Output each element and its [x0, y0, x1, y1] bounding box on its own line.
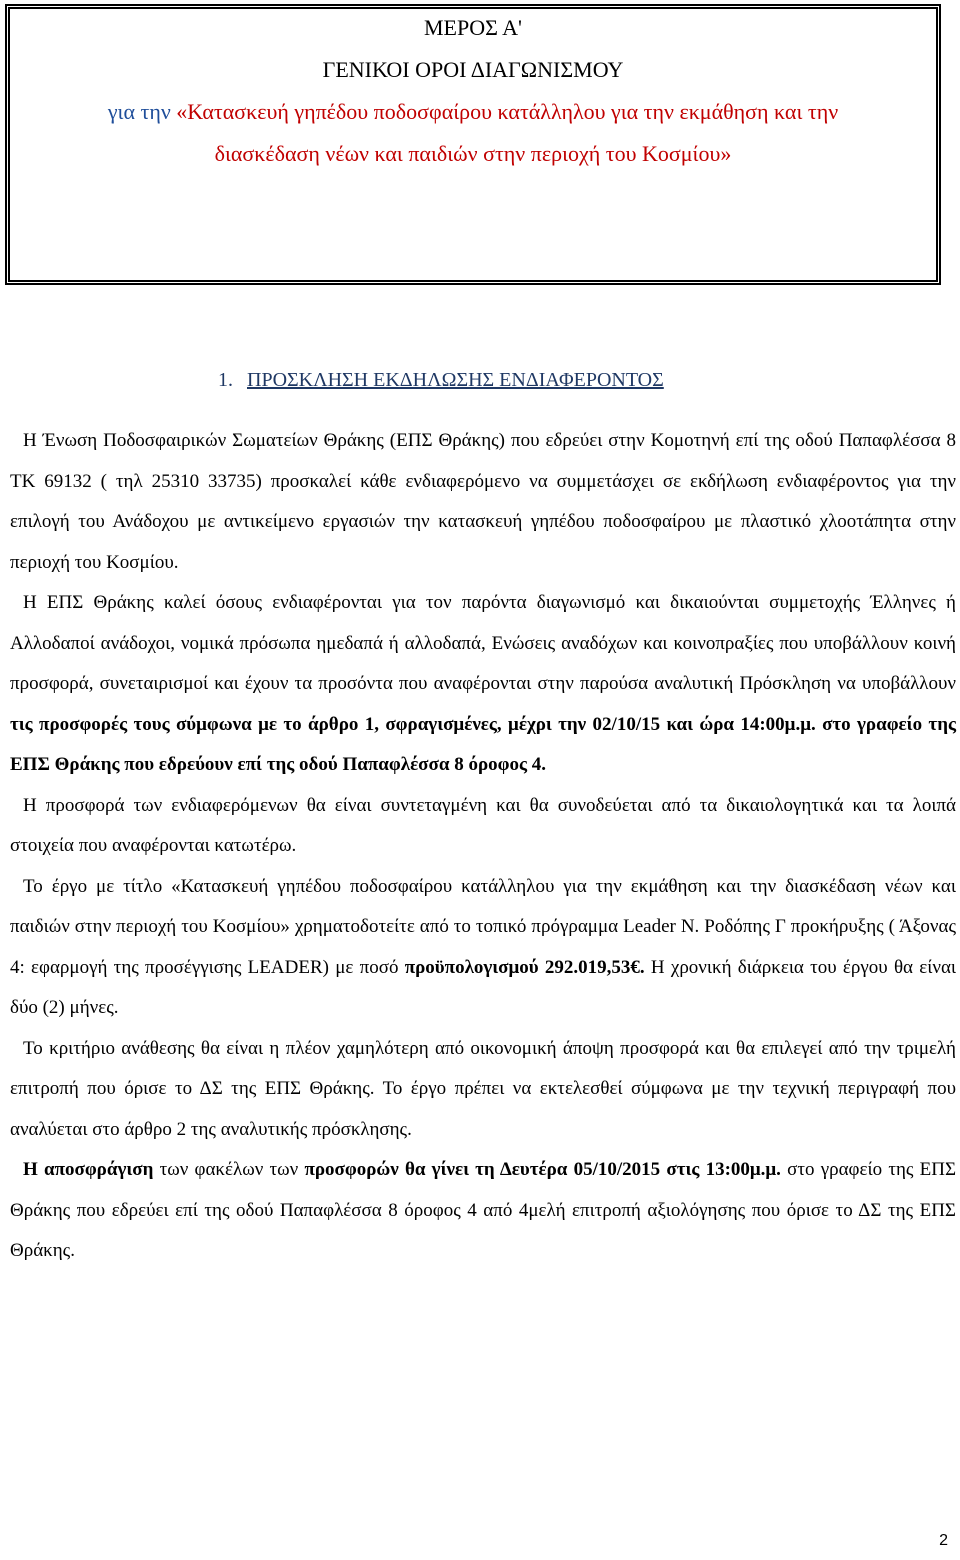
- section-heading: [218, 367, 664, 393]
- paragraph-invitation: Η Ένωση Ποδοσφαιρικών Σωματείων Θράκης (ΕΠΣ Θράκης) που εδρεύει στην Κομοτηνή επί της οδού Παπαφλέσσα 8 ΤΚ 69132 ( τηλ 25310 33735) προσκαλεί κάθε ενδιαφερόμενο να συμμετάσχει σε εκδήλωση ενδιαφέροντος για την επιλογή του Ανάδοχου με αντικείμενο εργασιών την κατασκευή γηπέδου ποδοσφαίρου με πλαστικό χλοοτάπητα στην περιοχή του Κοσμίου.: [10, 430, 956, 573]
- project-title-part-1: «Κατασκευή γηπέδου ποδοσφαίρου κατάλληλου για την εκμάθηση και την: [176, 99, 839, 124]
- budget-amount: προϋπολογισμού 292.019,53€.: [404, 956, 645, 978]
- opening-date: προσφορών θα γίνει τη Δευτέρα 05/10/2015 στις 13:00μ.μ.: [304, 1159, 781, 1180]
- paragraph-funding: [10, 867, 956, 1029]
- eligibility-text: Η ΕΠΣ Θράκης καλεί όσους ενδιαφέρονται για τον παρόντα διαγωνισμό και δικαιούνται συμμετοχής Έλληνες ή Αλλοδαποί ανάδοχοι, νομικά πρόσωπα ημεδαπά ή αλλοδαπά, Ενώσεις αναδόχων και κοινοπραξίες που υποβάλλουν κοινή προσφορά, συνεταιρισμοί και έχουν τα προσόντα που αναφέρονται στην παρούσα αναλυτική Πρόσκληση να υποβάλλουν: [10, 592, 956, 694]
- project-title-line-2: διασκέδαση νέων και παιδιών στην περιοχή του Κοσμίου»: [214, 141, 732, 166]
- project-title-prefix: για την: [107, 99, 177, 124]
- title-box: [5, 4, 941, 285]
- project-title-line-1: [10, 99, 936, 125]
- paragraph-opening: [10, 1150, 956, 1272]
- paragraph-eligibility: [10, 583, 956, 786]
- duration-text: Η χρονική διάρκεια του έργου θα είναι δύο (2) μήνες.: [10, 956, 957, 1018]
- opening-text-1: των φακέλων των: [153, 1159, 305, 1180]
- part-title: ΜΕΡΟΣ Α': [423, 15, 523, 40]
- opening-text-2: στο γραφείο της ΕΠΣ Θράκης που εδρεύει επί της οδού Παπαφλέσσα 8 όροφος 4 από 4μελή επιτροπή αξιολόγησης που όρισε το ΔΣ της ΕΠΣ Θράκης.: [10, 1159, 956, 1261]
- paragraph-documents: Η προσφορά των ενδιαφερόμενων θα είναι συντεταγμένη και θα συνοδεύεται από τα δικαιολογητικά και τα λοιπά στοιχεία που αναφέρονται κατωτέρω.: [10, 794, 956, 856]
- body-text: [10, 421, 956, 1272]
- opening-label: Η αποσφράγιση: [23, 1159, 154, 1180]
- submission-deadline: τις προσφορές τους σύμφωνα με το άρθρο 1, σφραγισμένες, μέχρι την 02/10/15 και ώρα 14:00μ.μ. στο γραφείο της ΕΠΣ Θράκης που εδρεύουν επί της οδού Παπαφλέσσα 8 όροφος 4.: [10, 713, 956, 775]
- page-number: 2: [939, 1532, 948, 1549]
- funding-text: Το έργο με τίτλο «Κατασκευή γηπέδου ποδοσφαίρου κατάλληλου για την εκμάθηση και την διασκέδαση νέων και παιδιών στην περιοχή του Κοσμίου» χρηματοδοτείτε από το τοπικό πρόγραμμα Leader Ν. Ροδόπης Γ προκήρυξης ( Άξονας 4: εφαρμογή της προσέγγισης LEADER) με ποσό: [10, 875, 956, 978]
- section-number: 1.: [218, 369, 233, 391]
- general-terms-title: ΓΕΝΙΚΟΙ ΟΡΟΙ ΔΙΑΓΩΝΙΣΜΟΥ: [322, 57, 624, 82]
- section-heading-text: ΠΡΟΣΚΛΗΣΗ ΕΚΔΗΛΩΣΗΣ ΕΝΔΙΑΦΕΡΟΝΤΟΣ: [247, 369, 664, 391]
- paragraph-criteria: Το κριτήριο ανάθεσης θα είναι η πλέον χαμηλότερη από οικονομική άποψη προσφορά και θα επιλεγεί από την τριμελή επιτροπή που όρισε το ΔΣ της ΕΠΣ Θράκης. Το έργο πρέπει να εκτελεσθεί σύμφωνα με την τεχνική περιγραφή που αναλύεται στο άρθρο 2 της αναλυτικής πρόσκλησης.: [10, 1037, 956, 1140]
